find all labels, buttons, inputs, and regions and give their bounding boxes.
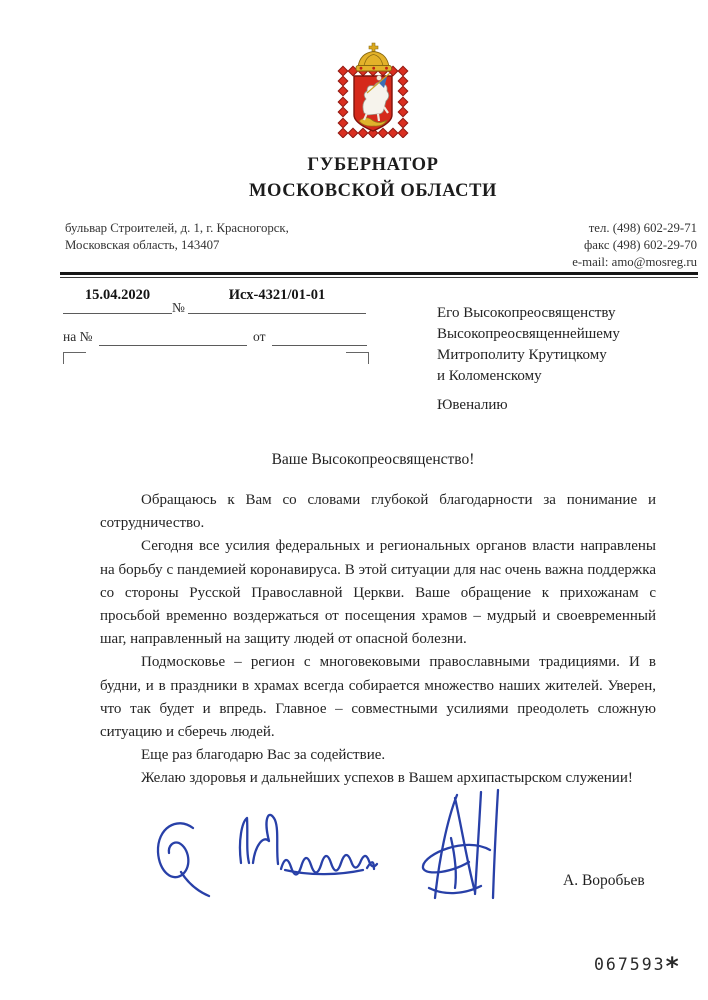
recipient-name: Ювеналию [437,397,508,413]
org-contacts [572,220,697,271]
org-title-line1: ГУБЕРНАТОР [307,155,439,175]
org-address-line1: бульвар Строителей, д. 1, г. Красногорск, [65,221,289,235]
salutation: Ваше Высокопреосвященство! [271,451,475,468]
recipient-block [437,303,677,387]
org-address [65,220,289,254]
stamp-number-digits: 067593 [594,955,666,974]
signer-name: А. Воробьев [563,872,645,889]
handwritten-signature [95,778,515,923]
letter-body [100,489,656,791]
reply-date-underline [272,345,367,346]
stamp-number [594,952,679,981]
letterhead-divider [60,272,698,278]
date-underline [63,313,172,314]
recipient-line: Высокопреосвященнейшему [437,326,620,342]
org-fax: факс (498) 602-29-70 [584,238,697,252]
org-phone: тел. (498) 602-29-71 [588,221,697,235]
org-title [38,152,708,204]
number-sign-label: № [172,300,185,315]
outgoing-number: Исх-4321/01-01 [228,287,326,303]
reply-number-underline [99,345,247,346]
body-paragraph: Желаю здоровья и дальнейших успехов в Вашем архипастырском служении! [141,770,633,787]
reply-to-label: на № [63,329,93,344]
moscow-oblast-coat-of-arms-icon [334,42,412,138]
letter-date: 15.04.2020 [84,287,151,303]
number-underline [188,313,366,314]
org-address-line2: Московская область, 143407 [65,238,220,252]
recipient-line: Его Высокопреосвященству [437,305,616,321]
address-zone-corner-left [63,352,86,364]
body-paragraph: Еще раз благодарю Вас за содействие. [141,747,386,764]
org-title-line2: МОСКОВСКОЙ ОБЛАСТИ [248,181,498,201]
body-paragraph: Обращаюсь к Вам со словами глубокой благодарности за понимание и сотрудничество. [100,492,656,532]
recipient-line: и Коломенскому [437,368,542,384]
body-paragraph: Сегодня все усилия федеральных и региональных органов власти направлены на борьбу с пандемией коронавируса. В этой ситуации для нас очень важна поддержка со стороны Русской Православной Церкви. Ваше обращение к прихожанам с просьбой временно воздержаться от посещения храмов – мудрый и своевременный шаг, направленный на защиту людей от опасной болезни. [100,538,656,648]
stamp-star-icon: * [665,952,679,981]
org-email: e-mail: amo@mosreg.ru [572,255,697,269]
reply-from-label: от [253,329,266,344]
body-paragraph: Подмосковье – регион с многовековыми православными традициями. И в будни, и в праздники в храмах всегда собирается множество наших жителей. Уверен, что так будет и впредь. Главное – совместными усилиями преодолеть сложную ситуацию и сберечь людей. [100,654,656,741]
recipient-line: Митрополиту Крутицкому [437,347,607,363]
address-zone-corner-right [346,352,369,364]
